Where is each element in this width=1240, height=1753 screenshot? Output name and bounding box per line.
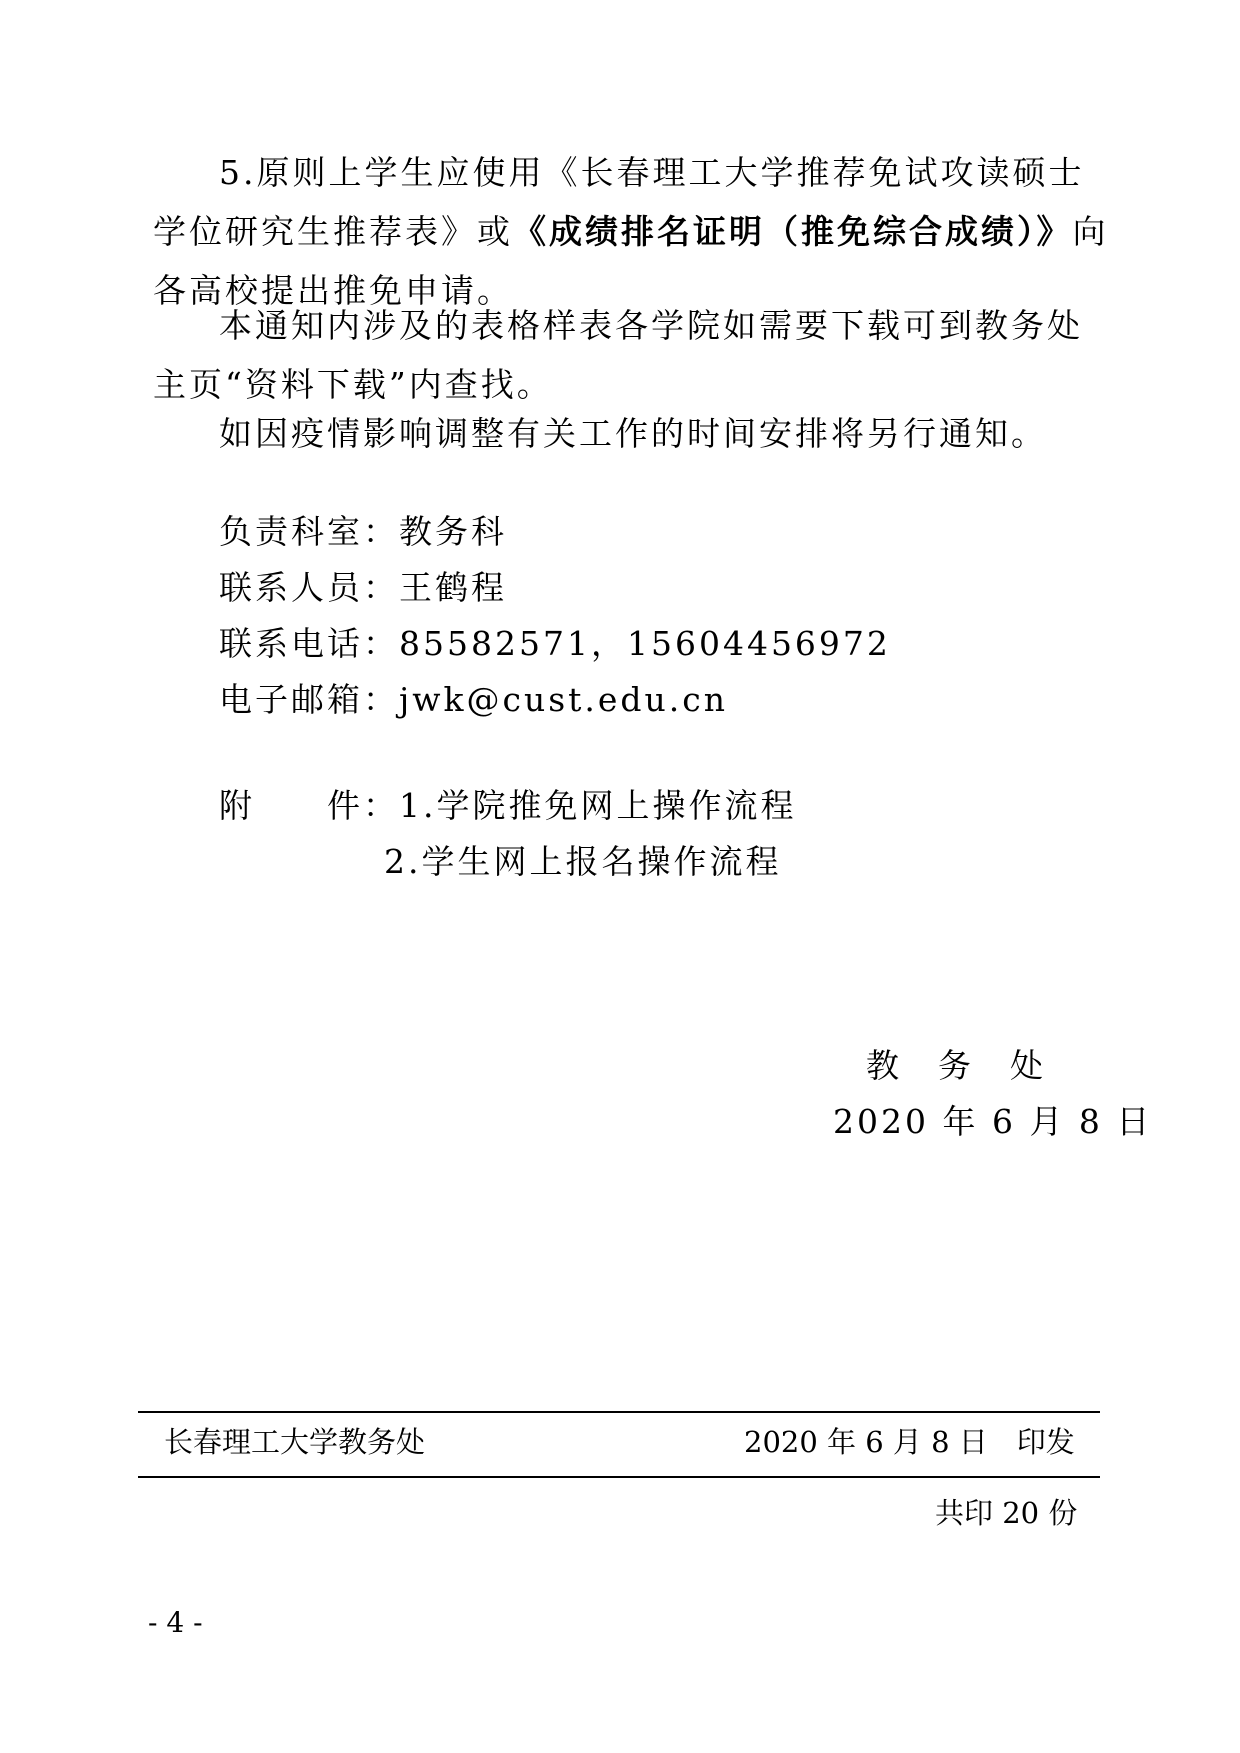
contact-office-value: 教务科	[399, 512, 507, 551]
footer-copies: 共印 20 份	[935, 1496, 1078, 1530]
signature-date: 2020 年 6 月 8 日	[833, 1102, 1153, 1141]
contact-office	[219, 512, 507, 552]
item-5-text: 5.原则上学生应使用《长春理工大学推荐免试攻读硕士学位研究生推荐表》或	[153, 153, 1085, 251]
attachments-label: 附 件：	[219, 786, 399, 825]
download-note-paragraph: 本通知内涉及的表格样表各学院如需要下载可到教务处主页“资料下载”内查找。	[153, 306, 1083, 404]
item-5-bold-title: 《成绩排名证明（推免综合成绩）》	[513, 212, 1073, 251]
contact-phone	[219, 624, 891, 664]
attachment-item-2: 2.学生网上报名操作流程	[384, 842, 782, 881]
signature-issuer: 教 务 处	[866, 1046, 1046, 1085]
contact-phone-label: 联系电话：	[219, 624, 399, 663]
attachment-item-1: 1.学院推免网上操作流程	[399, 786, 797, 825]
footer-bottom-rule	[138, 1476, 1100, 1478]
contact-person-label: 联系人员：	[219, 568, 399, 607]
contact-email-label: 电子邮箱：	[219, 680, 399, 719]
contact-phone-value: 85582571，15604456972	[399, 624, 891, 663]
contact-email	[219, 680, 728, 720]
footer-top-rule	[138, 1411, 1100, 1413]
contact-person-value: 王鹤程	[399, 568, 507, 607]
page-number: - 4 -	[148, 1606, 203, 1639]
contact-office-label: 负责科室：	[219, 512, 399, 551]
footer-issue-date: 2020 年 6 月 8 日 印发	[744, 1425, 1075, 1459]
item-5-paragraph	[153, 143, 1113, 320]
epidemic-note-paragraph: 如因疫情影响调整有关工作的时间安排将另行通知。	[219, 414, 1047, 453]
contact-email-value: jwk@cust.edu.cn	[399, 680, 729, 719]
item-5-text-end: 向各高校提出推免申请。	[153, 212, 1109, 310]
footer-issuer: 长春理工大学教务处	[164, 1425, 426, 1459]
attachments-line-1	[219, 786, 797, 826]
contact-person	[219, 568, 507, 608]
